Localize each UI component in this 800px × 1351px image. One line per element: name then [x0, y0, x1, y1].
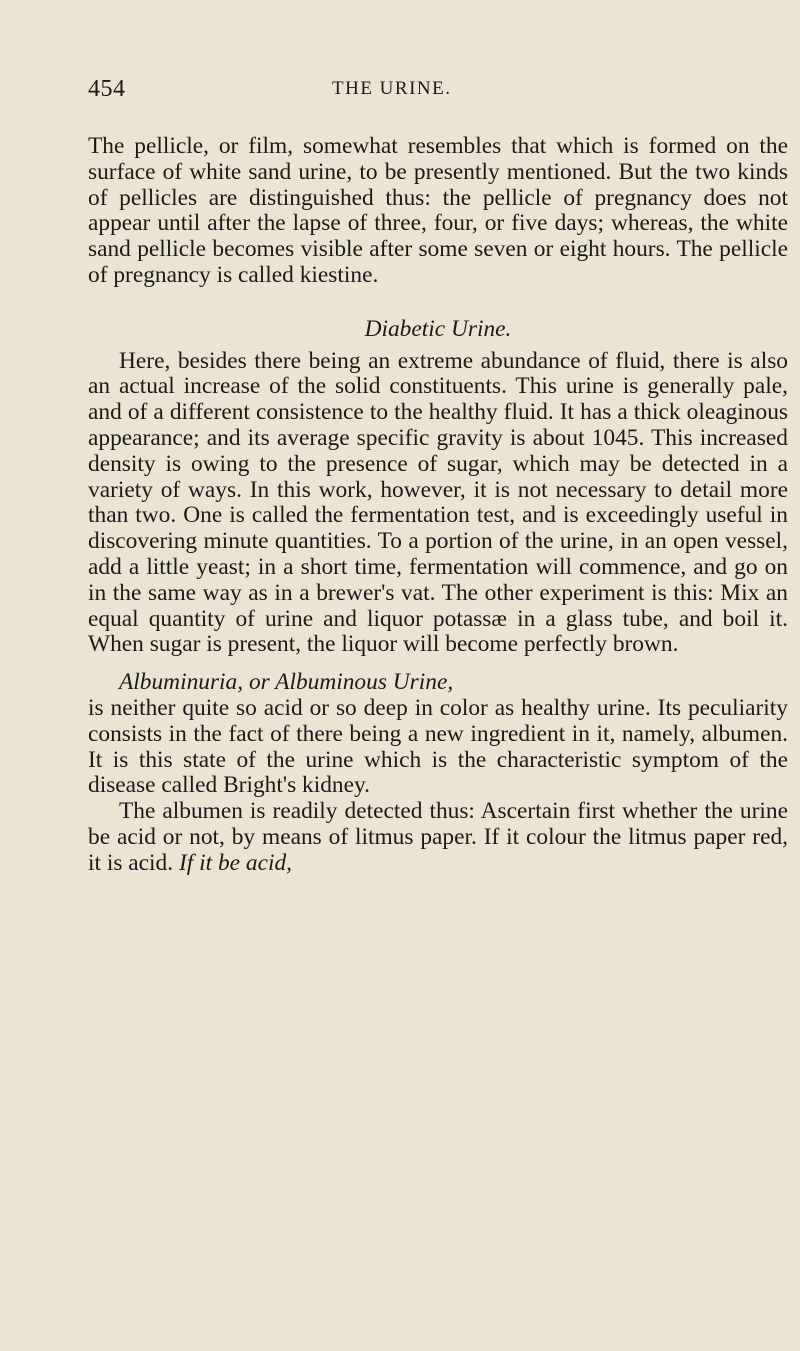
body-text: [88, 134, 788, 877]
paragraph-albuminuria: is neither quite so acid or so deep in color as healthy urine. Its peculiarity consists in the fact of there being a new ingredient in it, namely, albumen. It is this state of the urine which is the characteristic symptom of the disease called Bright's kidney.: [88, 694, 788, 799]
section-heading-albuminuria: Albuminuria, or Albuminous Urine,: [119, 669, 454, 696]
paragraph-pellicle: The pellicle, or film, somewhat resembles that which is formed on the surface of white sand urine, to be presently mentioned. But the two kinds of pellicles are distinguished thus: the pellicle of pregnancy does not appear until after the lapse of three, four, or five days; whereas, the white sand pellicle becomes visible after some seven or eight hours. The pellicle of pregnancy is called kiestine.: [88, 133, 788, 288]
albumen-test-text: The albumen is readily detected thus: Ascertain first whether the urine be acid or not, by means of litmus paper. If it colour the litmus paper red, it is acid.: [88, 798, 788, 876]
section-heading-diabetic-urine: Diabetic Urine.: [364, 315, 512, 342]
albumen-test-italic: If it be acid,: [178, 849, 292, 876]
page-number: 454: [88, 76, 126, 102]
paragraph-diabetic-urine: Here, besides there being an extreme abundance of fluid, there is also an actual increase of the solid constituents. This urine is generally pale, and of a different consistence to the healthy fluid. It has a thick oleaginous appearance; and its average specific gravity is about 1045. This increased density is owing to the presence of sugar, which may be detected in a variety of ways. In this work, however, it is not necessary to detail more than two. One is called the fermentation test, and is exceedingly useful in discovering minute quantities. To a portion of the urine, in an open vessel, add a little yeast; in a short time, fermentation will commence, and go on in the same way as in a brewer's vat. The other experiment is this: Mix an equal quantity of urine and liquor potassæ in a glass tube, and boil it. When sugar is present, the liquor will become perfectly brown.: [88, 347, 788, 658]
paragraph-albumen-test: [88, 799, 788, 876]
running-head: [88, 76, 788, 106]
running-title: THE URINE.: [332, 78, 452, 99]
